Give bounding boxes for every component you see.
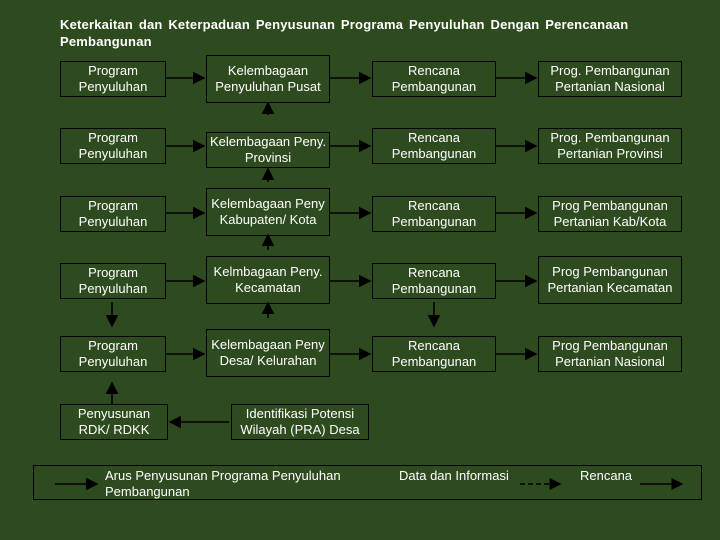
kelembagaan-box-1: Kelembagaan Penyuluhan Pusat bbox=[206, 55, 330, 103]
prog-box-2: Prog. Pembangunan Pertanian Provinsi bbox=[538, 128, 682, 164]
rencana-box-2: Rencana Pembangunan bbox=[372, 128, 496, 164]
program-box-2: Program Penyuluhan bbox=[60, 128, 166, 164]
rencana-box-5: Rencana Pembangunan bbox=[372, 336, 496, 372]
kelembagaan-box-4: Kelmbagaan Peny. Kecamatan bbox=[206, 256, 330, 304]
prog-box-3: Prog Pembangunan Pertanian Kab/Kota bbox=[538, 196, 682, 232]
legend-label-arus: Arus Penyusunan Programa Penyuluhan Pembangunan bbox=[105, 468, 341, 499]
kelembagaan-box-3: Kelembagaan Peny Kabupaten/ Kota bbox=[206, 188, 330, 236]
legend-label-rencana: Rencana bbox=[580, 468, 633, 483]
rencana-box-4: Rencana Pembangunan bbox=[372, 263, 496, 299]
prog-box-5: Prog Pembangunan Pertanian Nasional bbox=[538, 336, 682, 372]
program-box-5: Program Penyuluhan bbox=[60, 336, 166, 372]
legend-label-data: Data dan Informasi bbox=[399, 468, 509, 483]
prog-box-1: Prog. Pembangunan Pertanian Nasional bbox=[538, 61, 682, 97]
rencana-box-1: Rencana Pembangunan bbox=[372, 61, 496, 97]
rencana-box-3: Rencana Pembangunan bbox=[372, 196, 496, 232]
program-box-1: Program Penyuluhan bbox=[60, 61, 166, 97]
pra-box: Identifikasi Potensi Wilayah (PRA) Desa bbox=[231, 404, 369, 440]
rdk-box: Penyusunan RDK/ RDKK bbox=[60, 404, 168, 440]
program-box-3: Program Penyuluhan bbox=[60, 196, 166, 232]
prog-box-4: Prog Pembangunan Pertanian Kecamatan bbox=[538, 256, 682, 304]
program-box-4: Program Penyuluhan bbox=[60, 263, 166, 299]
kelembagaan-box-5: Kelembagaan Peny Desa/ Kelurahan bbox=[206, 329, 330, 377]
kelembagaan-box-2: Kelembagaan Peny. Provinsi bbox=[206, 132, 330, 168]
diagram-title: Keterkaitan dan Keterpaduan Penyusunan Programa Penyuluhan Dengan Perencanaan Pembangunan bbox=[60, 17, 629, 49]
